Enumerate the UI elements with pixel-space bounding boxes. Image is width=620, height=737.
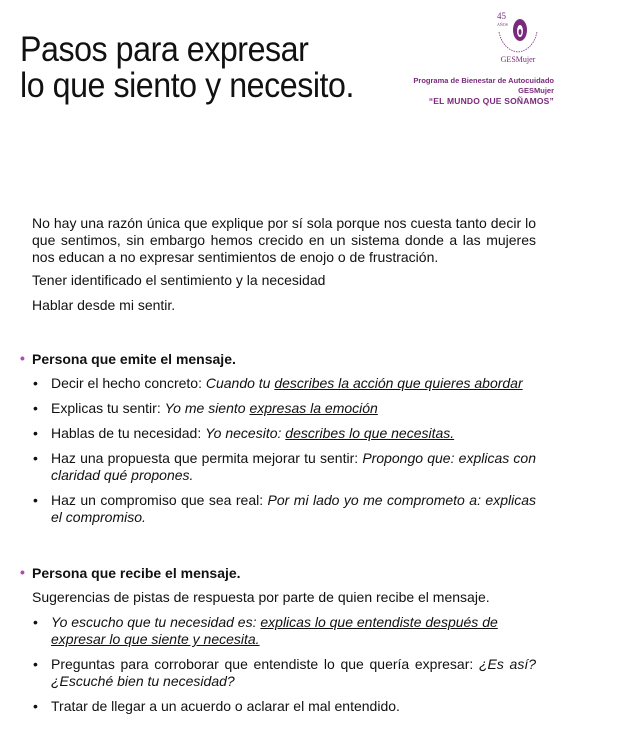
intro-line-3: Hablar desde mi sentir. [32,297,176,313]
item-emphasis: Propongo que [362,450,451,466]
intro-line-2: Tener identificado el sentimiento y la necesidad [32,272,326,288]
item-emphasis: Yo necesito: [205,425,286,441]
page-title [20,32,354,104]
bullet-dot-icon: • [20,564,25,580]
gesmujer-logo-icon [493,10,543,64]
program-line: Programa de Bienestar de Autocuidado GESMujer [413,76,554,95]
item-lead: Hablas de tu necesidad: [51,425,206,441]
list-item [32,656,536,690]
item-underlined: expresas la emoción [249,400,378,416]
bullet-icon: • [33,656,38,672]
emisor-heading: Persona que emite el mensaje. [32,351,236,367]
item-lead: Haz una propuesta que permita mejorar tu sentir: [51,450,363,466]
section-heading-emisor [20,350,536,368]
bullet-icon: • [33,614,38,630]
receptor-subtitle: Sugerencias de pistas de respuesta por parte de quien recibe el mensaje. [32,589,490,605]
title-line-2: lo que siento y necesito. [20,66,354,105]
item-lead: Haz un compromiso que sea real: [51,492,268,508]
item-underlined: describes lo que necesitas. [285,425,455,441]
logo-anos: AÑOS [497,22,508,27]
item-rest: : explicas con claridad qué propones. [51,450,536,483]
item-lead: Explicas tu sentir: [51,400,165,416]
program-tag: “EL MUNDO QUE SOÑAMOS” [428,96,554,106]
emisor-list [32,375,536,526]
item-underlined: explicas lo que entendiste después de expresar lo que siente y necesita. [51,614,498,647]
document-body [20,215,536,723]
bullet-icon: • [33,400,38,416]
bullet-icon: • [33,425,38,441]
program-caption [384,76,554,106]
item-lead: Decir el hecho concreto: [51,375,206,391]
receptor-heading: Persona que recibe el mensaje. [32,565,241,581]
receptor-list [32,614,536,715]
list-item [32,425,536,442]
bullet-icon: • [33,492,38,508]
bullet-icon: • [33,375,38,391]
logo-name: GESMujer [500,55,536,64]
list-item [32,400,536,417]
item-emphasis: Yo me siento [164,400,250,416]
item-emphasis: Yo escucho que tu necesidad es: [51,614,261,630]
bullet-dot-icon: • [20,350,25,366]
logo-years: 45 [497,11,506,21]
item-lead: Tratar de llegar a un acuerdo o aclarar el mal entendido. [51,698,400,714]
logo-flame-core [519,29,522,35]
section-heading-receptor [20,564,536,582]
item-underlined: describes la acción que quieres abordar [274,375,523,391]
item-rest: : explicas el compromiso. [51,492,536,525]
item-emphasis: Cuando tu [205,375,275,391]
list-item [32,375,536,392]
title-line-1: Pasos para expresar [20,30,309,69]
item-emphasis: Por mi lado yo me comprometo a [267,492,478,508]
list-item [32,698,536,715]
intro-paragraph: No hay una razón única que explique por sí sola porque nos cuesta tanto decir lo que sentimos, sin embargo hemos crecido en un sistema donde a las mujeres nos educan a no expresar sentimientos de enojo o de frustración. [32,215,536,265]
list-item [32,614,536,648]
list-item [32,450,536,484]
item-lead: Preguntas para corroborar que entendiste lo que quería expresar: [51,656,479,672]
bullet-icon: • [33,450,38,466]
item-emphasis: ¿Es así? ¿Escuché bien tu necesidad? [51,656,536,689]
list-item [32,492,536,526]
bullet-icon: • [33,698,38,714]
